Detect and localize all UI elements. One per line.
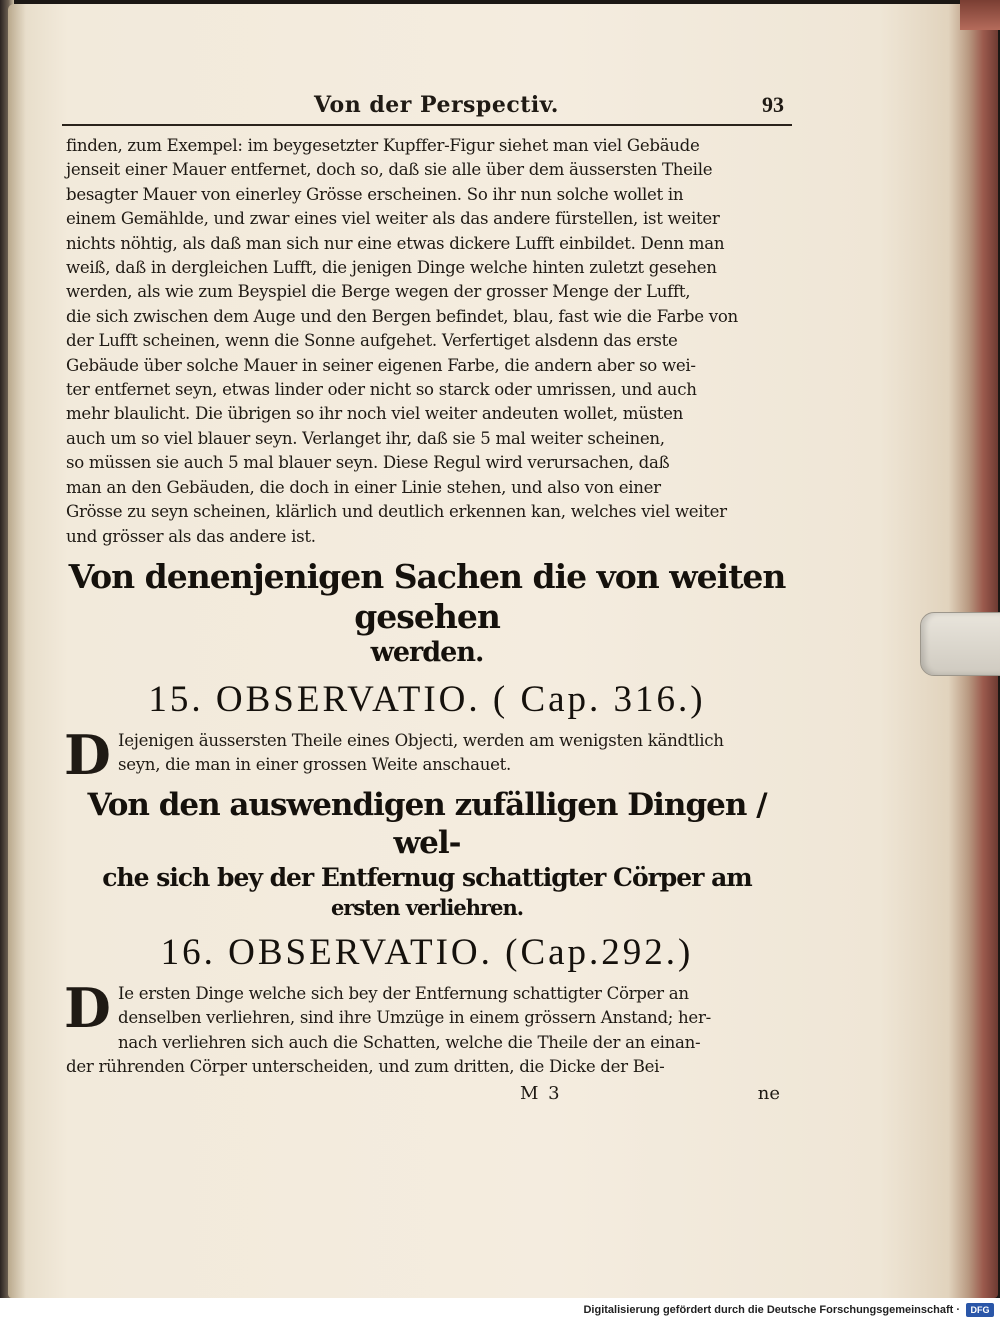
text-line: mehr blaulicht. Die übrigen so ihr noch viel weiter andeuten wollet, müsten [66,404,684,424]
paragraph-1 [62,134,792,549]
signature-mark: M 3 [520,1083,562,1105]
heading-line: che sich bey der Entfernug schattigter Cörper am [102,862,752,892]
text-line: einem Gemählde, und zwar eines viel weiter als das andere fürstellen, ist weiter [66,209,720,229]
text-line: nach verliehren sich auch die Schatten, welche die Theile der an einan- [118,1032,701,1052]
catchword: ne [757,1083,780,1105]
text-line: nichts nöhtig, als daß man sich nur eine etwas dickere Lufft einbildet. Denn man [66,233,725,253]
text-line: und grösser als das andere ist. [66,526,316,546]
running-head [62,84,792,126]
text-line: der Lufft scheinen, wenn die Sonne aufgehet. Verfertiget alsdenn das erste [66,331,678,351]
text-line: besagter Mauer von einerley Grösse erscheinen. So ihr nun solche wollet in [66,184,684,204]
section-heading-2 [62,786,792,922]
text-line: Iejenigen äussersten Theile eines Objecti, werden am wenigsten kändtlich [118,730,724,750]
text-line: jenseit einer Mauer entfernet, doch so, daß sie alle über dem äussersten Theile [66,160,713,180]
heading-line: Von denenjenigen Sachen die von weiten gesehen [68,556,786,636]
heading-line: Von den auswendigen zufälligen Dingen / wel- [87,786,767,861]
text-line: der rührenden Cörper unterscheiden, und zum dritten, die Dicke der Bei- [66,1056,665,1076]
heading-line: ersten verliehren. [330,894,524,920]
text-line: so müssen sie auch 5 mal blauer seyn. Diese Regul wird verursachen, daß [66,453,670,473]
observatio-16-title: 16. OBSERVATIO. (Cap.292.) [160,931,694,973]
drop-cap: D [64,722,111,787]
page-content [62,84,792,1107]
text-line: werden, als wie zum Beyspiel die Berge wegen der grosser Menge der Lufft, [66,282,691,302]
text-line: weiß, daß in dergleichen Lufft, die jenigen Dinge welche hinten zuletzt gesehen [66,258,717,278]
observatio-15-title: 15. OBSERVATIO. ( Cap. 316.) [148,678,706,720]
heading-line: werden. [370,636,484,668]
text-line: finden, zum Exempel: im beygesetzter Kupffer-Figur siehet man viel Gebäude [66,136,700,155]
running-title: Von der Perspectiv. [314,92,559,118]
page-edges [960,0,1000,30]
text-line: denselben verliehren, sind ihre Umzüge in einem grössern Anstand; her- [118,1008,711,1028]
page-footer-marks [62,1083,792,1107]
digitization-footer [0,1298,1000,1323]
paragraph-2 [62,722,792,787]
text-line: auch um so viel blauer seyn. Verlanget ihr, daß sie 5 mal weiter scheinen, [66,428,665,448]
page-number: 93 [762,92,784,117]
section-heading-1 [62,557,792,669]
text-line: Gebäude über solche Mauer in seiner eigenen Farbe, die andern aber so wei- [66,355,696,375]
text-line: seyn, die man in einer grossen Weite anschauet. [118,755,511,775]
dfg-logo-icon: DFG [966,1303,994,1317]
paragraph-3 [62,975,792,1080]
text-line: man an den Gebäuden, die doch in einer Linie stehen, und also von einer [66,477,661,497]
text-line: ter entfernet seyn, etwas linder oder nicht so starck oder umrissen, und auch [66,380,697,400]
text-line: Ie ersten Dinge welche sich bey der Entfernung schattigter Cörper an [118,983,689,1003]
drop-cap: D [64,975,111,1040]
text-line: die sich zwischen dem Auge und den Bergen befindet, blau, fast wie die Farbe von [66,306,738,326]
footer-credit: Digitalisierung gefördert durch die Deutsche Forschungsgemeinschaft · [583,1304,960,1316]
page-clip [920,612,1000,676]
text-line: Grösse zu seyn scheinen, klärlich und deutlich erkennen kan, welches viel weiter [66,502,727,522]
